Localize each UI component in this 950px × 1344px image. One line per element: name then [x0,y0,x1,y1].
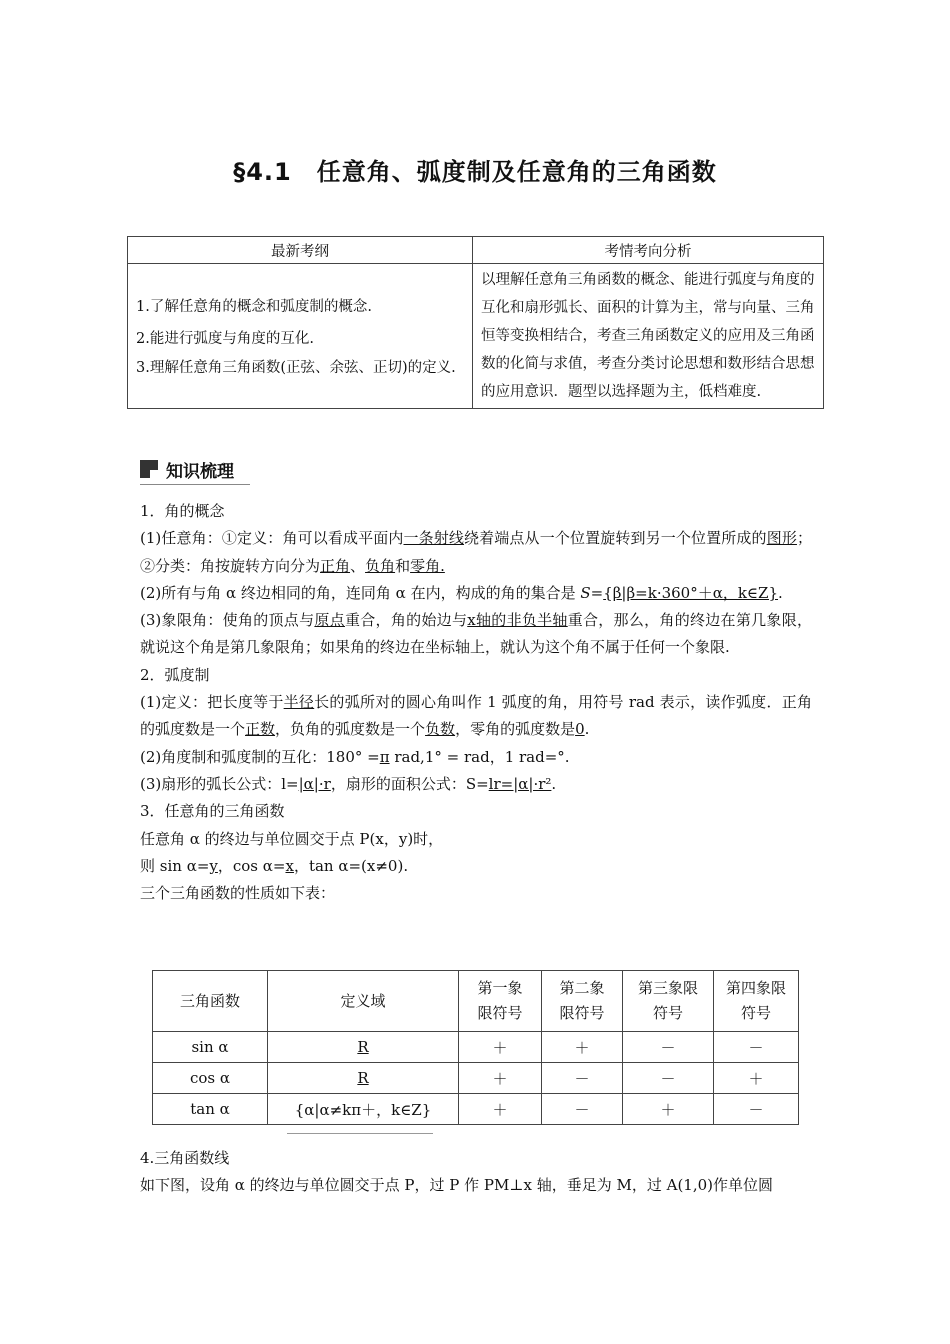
trig-lines-section [140,1145,812,1200]
paragraph: 任意角 α 的终边与单位圆交于点 P(x，y)时， [140,829,444,848]
section-marker-icon [140,460,158,478]
subhead-trig-functions: 3．任意角的三角函数 [140,802,285,821]
table-row: sin α R ＋ ＋ － － [153,1032,799,1063]
outline-item: 2.能进行弧度与角度的互化. [136,330,314,347]
table-header-cell: 定义域 [268,971,459,1032]
outline-table [127,236,824,409]
outline-header-syllabus: 最新考纲 [128,237,473,264]
section-label: 知识梳理 [166,462,234,482]
paragraph: 三个三角函数的性质如下表： [140,884,336,903]
table-row: tan α {α|α≠kπ＋，k∈Z} ＋ － ＋ － [153,1094,799,1125]
table-header-cell: 第二象限符号 [542,971,623,1032]
paragraph: (3)象限角：使角的顶点与原点重合，角的始边与x轴的非负半轴重合，那么，角的终边在第几象限，就说这个角是第几象限角；如果角的终边在坐标轴上，就认为这个角不属于任何一个象限. [140,611,812,657]
table-header-cell: 第三象限符号 [623,971,714,1032]
trig-properties-table [152,970,799,1125]
outline-item: 1.了解任意角的概念和弧度制的概念. [136,298,372,315]
outline-analysis: 以理解任意角三角函数的概念、能进行弧度与角度的互化和扇形弧长、面积的计算为主，常与向量、三角恒等变换相结合，考查三角函数定义的应用及三角函数的化简与求值，考查分类讨论思想和数形结合思想的应用意识．题型以选择题为主，低档难度. [473,264,824,409]
paragraph: (2)角度制和弧度制的互化：180° =π rad,1° = rad，1 rad=°. [140,747,570,766]
table-header-cell: 第一象限符号 [459,971,542,1032]
subhead-trig-lines: 4.三角函数线 [140,1149,230,1167]
table-row: cos α R ＋ － － ＋ [153,1063,799,1094]
subhead-radian: 2．弧度制 [140,665,210,684]
table-header-cell: 第四象限符号 [714,971,799,1032]
section-heading [140,456,250,485]
outline-header-analysis: 考情考向分析 [473,237,824,264]
table-header-cell: 三角函数 [153,971,268,1032]
paragraph: 则 sin α=y，cos α=x，tan α=(x≠0). [140,856,409,875]
paragraph: 如下图，设角 α 的终边与单位圆交于点 P，过 P 作 PM⊥x 轴，垂足为 M，过 A(1,0)作单位圆 [140,1176,773,1195]
paragraph: (3)扇形的弧长公式：l=|α|·r，扇形的面积公式：S=lr=|α|·r². [140,774,557,793]
outline-items [128,264,473,409]
divider [287,1133,433,1134]
outline-item: 3.理解任意角三角函数(正弦、余弦、正切)的定义. [136,359,456,376]
paragraph: (2)所有与角 α 终边相同的角，连同角 α 在内，构成的角的集合是 S={β|β=k·360°＋α，k∈Z}. [140,583,783,602]
page-title: §4.1 任意角、弧度制及任意角的三角函数 [233,158,717,186]
paragraph: (1)任意角：①定义：角可以看成平面内一条射线绕着端点从一个位置旋转到另一个位置所成的图形；②分类：角按旋转方向分为正角、负角和零角. [140,529,812,575]
knowledge-body [140,498,812,907]
subhead-angle-concept: 1．角的概念 [140,502,225,520]
paragraph: (1)定义：把长度等于半径长的弧所对的圆心角叫作 1 弧度的角，用符号 rad 表示，读作弧度．正角的弧度数是一个正数，负角的弧度数是一个负数，零角的弧度数是0. [140,693,812,739]
